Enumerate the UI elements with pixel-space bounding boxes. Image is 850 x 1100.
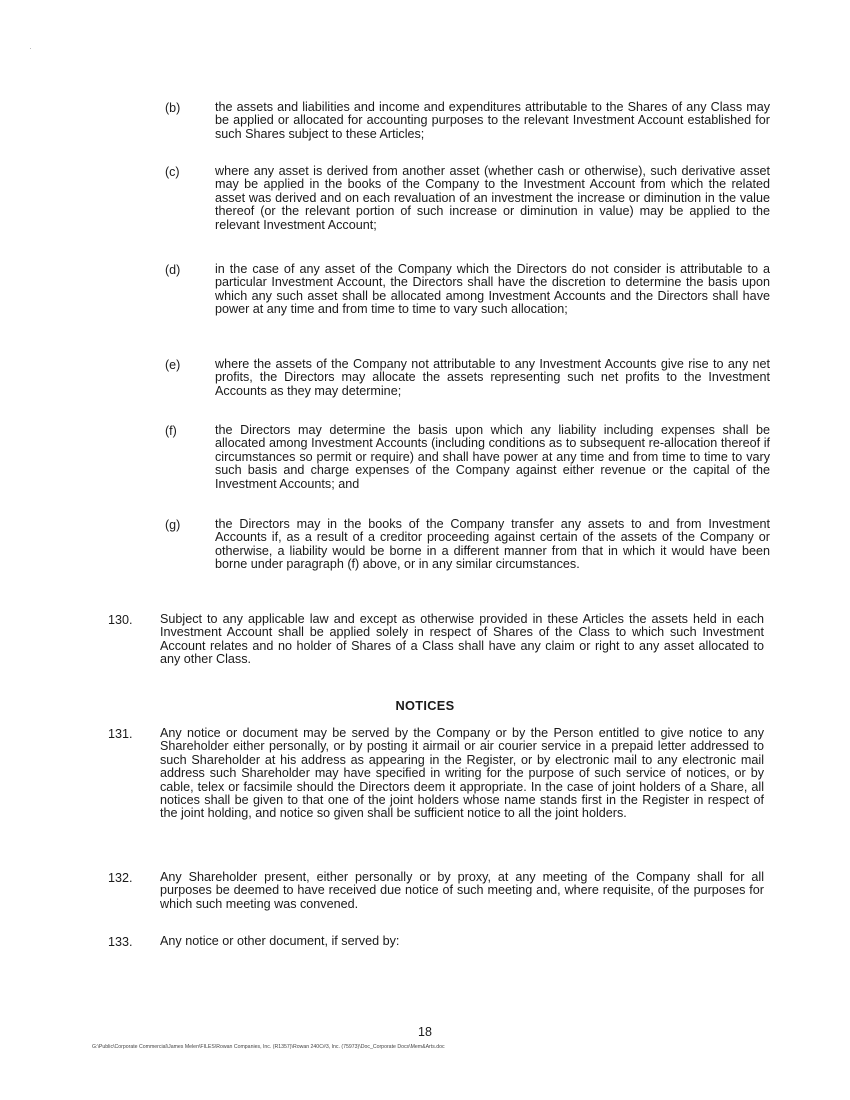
article-text: Any notice or other document, if served by: bbox=[160, 934, 400, 948]
article-number: 130. bbox=[108, 613, 133, 627]
subparagraph-label: (d) bbox=[165, 263, 181, 277]
subparagraph-text: the assets and liabilities and income and expenditures attributable to the Shares of any Class may be applied or allocated for accounting purposes to the relevant Investment Account established for such Shares subject to these Articles; bbox=[215, 100, 770, 141]
subparagraph-label: (f) bbox=[165, 424, 177, 438]
subparagraph-label: (e) bbox=[165, 358, 181, 372]
article-number: 132. bbox=[108, 871, 133, 885]
subparagraph-label: (g) bbox=[165, 518, 181, 532]
footer-file-path: G:\Public\Corporate Commercial\James Melen\FILES\Rowan Companies, Inc. (R1357)\Rowan 240C#3, Inc. (75973)\Doc_Corporate Docs\Mem&Arts.doc bbox=[92, 1044, 445, 1050]
subparagraph-label: (b) bbox=[165, 101, 181, 115]
article-text: Subject to any applicable law and except as otherwise provided in these Articles the assets held in each Investment Account shall be applied solely in respect of Shares of the Class to which such Investment Account relates and no holder of Shares of a Class shall have any claim or right to any asset allocated to any other Class. bbox=[160, 612, 764, 667]
scan-speck bbox=[30, 48, 31, 49]
article-text: Any notice or document may be served by the Company or by the Person entitled to give notice to any Shareholder either personally, or by posting it airmail or air courier service in a prepaid letter addressed to such Shareholder at his address as appearing in the Register, or by electronic mail to any electronic mail address such Shareholder may have specified in writing for the purpose of such service of notices, or by cable, telex or facsimile should the Directors deem it appropriate. In the case of joint holders of a Share, all notices shall be given to that one of the joint holders whose name stands first in the Register in respect of the joint holding, and notice so given shall be sufficient notice to all the joint holders. bbox=[160, 726, 764, 821]
article-number: 133. bbox=[108, 935, 133, 949]
article-number: 131. bbox=[108, 727, 133, 741]
subparagraph-text: where any asset is derived from another asset (whether cash or otherwise), such derivative asset may be applied in the books of the Company to the Investment Account from which the related asset was derived and on each revaluation of an investment the increase or diminution in the value thereof (or the relevant portion of such increase or diminution in value) may be applied to the relevant Investment Account; bbox=[215, 164, 770, 232]
subparagraph-text: the Directors may determine the basis upon which any liability including expenses shall be allocated among Investment Accounts (including conditions as to subsequent re-allocation thereof if circumstances so permit or require) and shall have power at any time and from time to time to vary such basis and charge expenses of the Company against either revenue or the capital of the Investment Accounts; and bbox=[215, 423, 770, 491]
subparagraph-text: the Directors may in the books of the Company transfer any assets to and from Investment Accounts if, as a result of a creditor proceeding against certain of the assets of the Company or otherwise, a liability would be borne in a different manner from that in which it would have been borne under paragraph (f) above, or in any similar circumstances. bbox=[215, 517, 770, 572]
subparagraph-text: in the case of any asset of the Company which the Directors do not consider is attributable to a particular Investment Account, the Directors shall have the discretion to determine the basis upon which any such asset shall be allocated among Investment Accounts and the Directors shall have power at any time and from time to time to vary such allocation; bbox=[215, 262, 770, 317]
page-number: 18 bbox=[418, 1025, 432, 1039]
section-heading: NOTICES bbox=[395, 698, 455, 713]
subparagraph-label: (c) bbox=[165, 165, 180, 179]
article-text: Any Shareholder present, either personally or by proxy, at any meeting of the Company shall for all purposes be deemed to have received due notice of such meeting and, where requisite, of the purposes for which such meeting was convened. bbox=[160, 870, 764, 911]
subparagraph-text: where the assets of the Company not attributable to any Investment Accounts give rise to any net profits, the Directors may allocate the assets representing such net profits to the Investment Accounts as they may determine; bbox=[215, 357, 770, 398]
